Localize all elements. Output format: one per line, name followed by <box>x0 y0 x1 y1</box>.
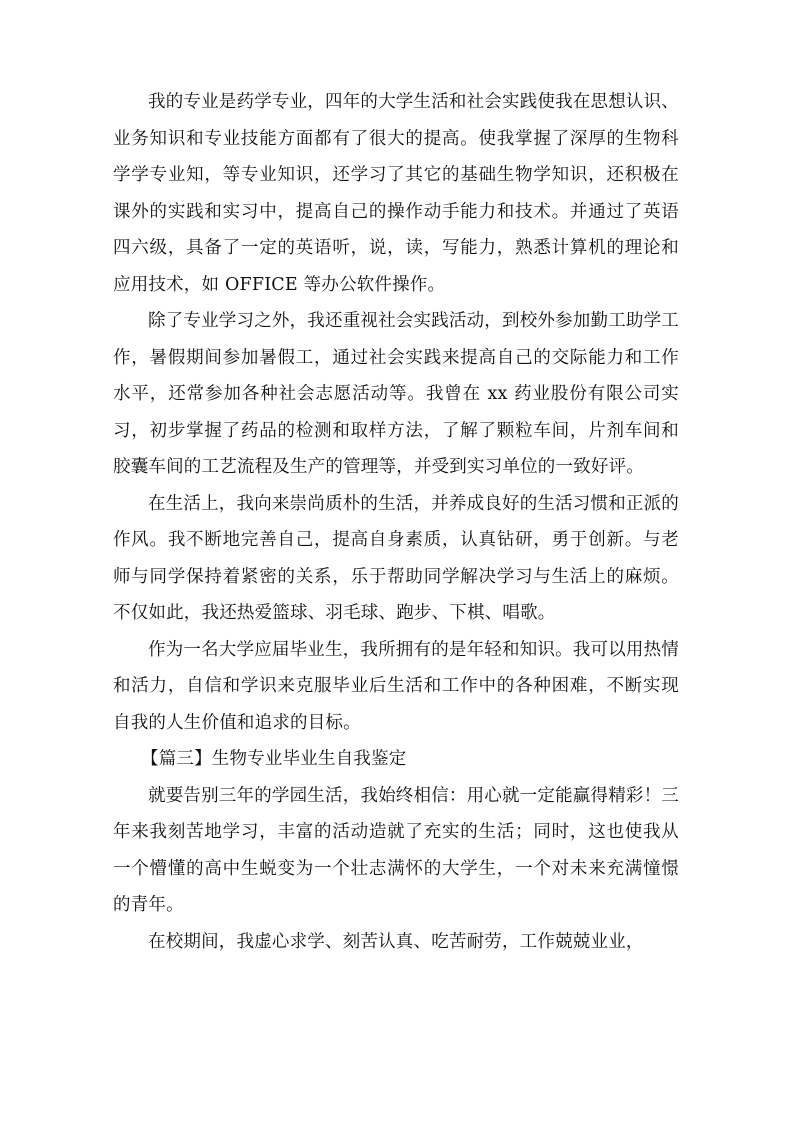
section-heading: 【篇三】生物专业毕业生自我鉴定 <box>141 749 407 769</box>
paragraph-farewell: 就要告别三年的学园生活，我始终相信：用心就一定能赢得精彩！三年来我刻苦地学习，丰富的活动造就了充实的生活；同时，这也使我从一个懵懂的高中生蜕变为一个壮志满怀的大学生，一个对未来充满憧憬的青年。 <box>113 785 679 915</box>
paragraph-social-practice: 除了专业学习之外，我还重视社会实践活动，到校外参加勤工助学工作，暑假期间参加暑假工，通过社会实践来提高自己的交际能力和工作水平，还常参加各种社会志愿活动等。我曾在 xx 药业股份有限公司实习，初步掌握了药品的检测和取样方法，了解了颗粒车间，片剂车间和胶囊车间的工艺流程及生产的管理等，并受到实习单位的一致好评。 <box>113 311 679 477</box>
paragraph-graduate: 作为一名大学应届毕业生，我所拥有的是年轻和知识。我可以用热情和活力，自信和学识来克服毕业后生活和工作中的各种困难，不断实现自我的人生价值和追求的目标。 <box>113 639 679 733</box>
paragraph-major: 我的专业是药学专业，四年的大学生活和社会实践使我在思想认识、业务知识和专业技能方面都有了很大的提高。使我掌握了深厚的生物科学学专业知，等专业知识，还学习了其它的基础生物学知识，还积极在课外的实践和实习中，提高自己的操作动手能力和技术。并通过了英语四六级，具备了一定的英语听，说，读，写能力，熟悉计算机的理论和应用技术，如 OFFICE 等办公软件操作。 <box>113 92 679 295</box>
paragraph-life: 在生活上，我向来崇尚质朴的生活，并养成良好的生活习惯和正派的作风。我不断地完善自己，提高自身素质，认真钻研，勇于创新。与老师与同学保持着紧密的关系，乐于帮助同学解决学习与生活上的麻烦。不仅如此，我还热爱篮球、羽毛球、跑步、下棋、唱歌。 <box>113 493 679 623</box>
document-body <box>113 84 679 960</box>
paragraph-school-period: 在校期间，我虚心求学、刻苦认真、吃苦耐劳，工作兢兢业业， <box>148 931 644 952</box>
